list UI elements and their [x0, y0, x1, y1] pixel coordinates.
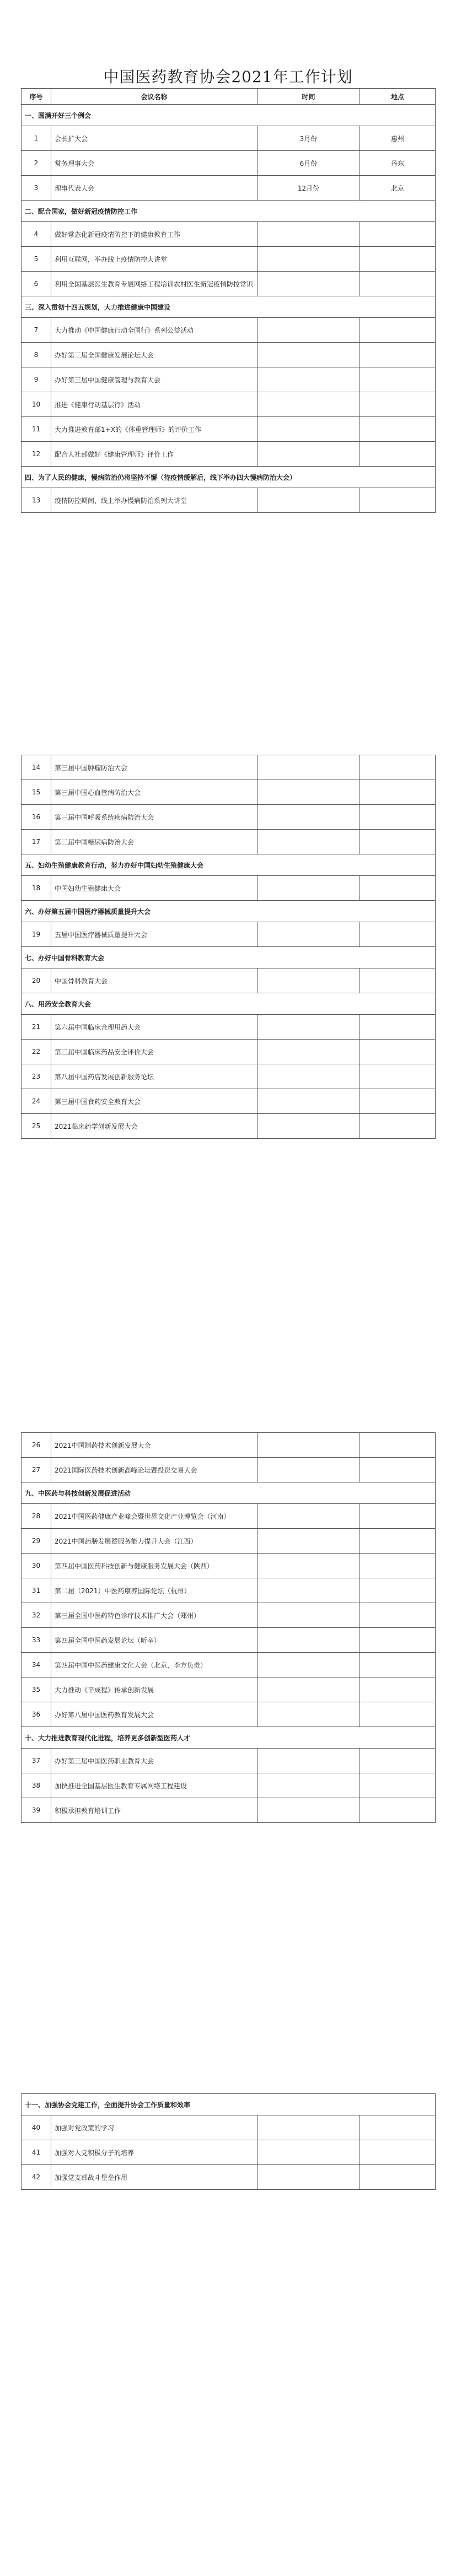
- cell-time: [257, 1554, 360, 1578]
- section-heading: 十、大力推进教育现代化进程，培养更多创新型医药人才: [22, 1727, 436, 1749]
- cell-meeting-name: 加强对入党积极分子的培养: [51, 2140, 257, 2165]
- plan-table-2: [21, 755, 436, 1139]
- cell-time: [257, 367, 360, 392]
- cell-place: [360, 876, 436, 901]
- cell-number: 23: [22, 1064, 51, 1089]
- section-heading: 九、中医药与科技创新发展促进活动: [22, 1482, 436, 1504]
- cell-time: [257, 1628, 360, 1653]
- cell-meeting-name: 加强对党政策的学习: [51, 2115, 257, 2140]
- cell-place: [360, 830, 436, 854]
- cell-meeting-name: 第三届全国中医药特色诊疗技术推广大会（郑州）: [51, 1603, 257, 1628]
- table-header-row: [22, 89, 436, 105]
- cell-meeting-name: 办好第三届中国医药职业教育大会: [51, 1749, 257, 1773]
- table-row: [22, 1040, 436, 1064]
- table-row: [22, 272, 436, 296]
- cell-meeting-name: 2021中国制药技术创新发展大会: [51, 1433, 257, 1458]
- cell-time: [257, 1578, 360, 1603]
- cell-time: [257, 1015, 360, 1040]
- cell-place: [360, 2165, 436, 2190]
- cell-number: 5: [22, 247, 51, 272]
- cell-place: [360, 247, 436, 272]
- cell-time: [257, 1064, 360, 1089]
- cell-place: [360, 488, 436, 513]
- cell-meeting-name: 第三届中国糖尿病防治大会: [51, 830, 257, 854]
- cell-meeting-name: 第三届中国食药安全教育大会: [51, 1089, 257, 1114]
- cell-number: 29: [22, 1529, 51, 1554]
- section-heading: 七、办好中国骨科教育大会: [22, 947, 436, 968]
- cell-place: [360, 272, 436, 296]
- cell-time: [257, 1458, 360, 1482]
- page-title: 中国医药教育协会2021年工作计划: [103, 68, 353, 86]
- table-part-3: [21, 1432, 435, 1823]
- table-part-1: [21, 88, 435, 513]
- cell-time: [257, 1114, 360, 1139]
- cell-number: 6: [22, 272, 51, 296]
- section-heading: 十一、加强协会党建工作，全面提升协会工作质量和效率: [22, 2094, 436, 2115]
- table-row: [22, 151, 436, 176]
- cell-time: [257, 1773, 360, 1798]
- cell-time: [257, 755, 360, 780]
- cell-place: [360, 442, 436, 467]
- cell-time: [257, 1702, 360, 1727]
- cell-place: [360, 1458, 436, 1482]
- cell-meeting-name: 常务理事大会: [51, 151, 257, 176]
- table-row: [22, 1603, 436, 1628]
- section-heading-row: [22, 1727, 436, 1749]
- section-heading: 三、深入贯彻十四五规划，大力推进健康中国建设: [22, 296, 436, 318]
- cell-meeting-name: 2021国际医药技术创新高峰论坛暨投资交易大会: [51, 1458, 257, 1482]
- cell-meeting-name: 推进《健康行动基层行》活动: [51, 392, 257, 417]
- cell-place: [360, 1089, 436, 1114]
- table-row: [22, 2115, 436, 2140]
- table-row: [22, 1628, 436, 1653]
- cell-meeting-name: 2021中国药膳发展暨服务能力提升大会（江西）: [51, 1529, 257, 1554]
- cell-meeting-name: 中国骨科教育大会: [51, 968, 257, 993]
- table-row: [22, 1458, 436, 1482]
- cell-meeting-name: 第四届中国中医药健康文化大会（北京，李方负责）: [51, 1653, 257, 1677]
- cell-meeting-name: 大力推进教育部1+X的《体重管理师》的评价工作: [51, 417, 257, 442]
- cell-meeting-name: 积极承担教育培训工作: [51, 1798, 257, 1823]
- header-no: 序号: [22, 89, 51, 105]
- cell-number: 13: [22, 488, 51, 513]
- section-heading: 一、圆满开好三个例会: [22, 105, 436, 126]
- table-row: [22, 392, 436, 417]
- cell-number: 15: [22, 780, 51, 805]
- table-row: [22, 367, 436, 392]
- section-heading-row: [22, 993, 436, 1015]
- cell-meeting-name: 第三届中国心血管病防治大会: [51, 780, 257, 805]
- cell-meeting-name: 2021临床药学创新发展大会: [51, 1114, 257, 1139]
- cell-time: [257, 1040, 360, 1064]
- cell-number: 14: [22, 755, 51, 780]
- cell-time: [257, 272, 360, 296]
- cell-meeting-name: 第二届（2021）中医药康养国际论坛（杭州）: [51, 1578, 257, 1603]
- cell-place: [360, 1554, 436, 1578]
- header-place: 地点: [360, 89, 436, 105]
- cell-meeting-name: 大力推动《中国健康行动全国行》系列公益活动: [51, 318, 257, 343]
- cell-place: [360, 367, 436, 392]
- cell-meeting-name: 疫情防控期间，线上举办慢病防治系列大讲堂: [51, 488, 257, 513]
- cell-place: [360, 392, 436, 417]
- cell-number: 25: [22, 1114, 51, 1139]
- cell-number: 18: [22, 876, 51, 901]
- cell-number: 40: [22, 2115, 51, 2140]
- section-heading-row: [22, 105, 436, 126]
- cell-number: 30: [22, 1554, 51, 1578]
- cell-place: [360, 1749, 436, 1773]
- cell-place: [360, 805, 436, 830]
- cell-meeting-name: 利用互联网，举办线上疫情防控大讲堂: [51, 247, 257, 272]
- section-heading-row: [22, 296, 436, 318]
- cell-number: 36: [22, 1702, 51, 1727]
- cell-number: 33: [22, 1628, 51, 1653]
- cell-number: 21: [22, 1015, 51, 1040]
- section-heading-row: [22, 901, 436, 922]
- header-name: 会议名称: [51, 89, 257, 105]
- cell-place: [360, 2115, 436, 2140]
- cell-meeting-name: 第八届中国药店发展创新服务论坛: [51, 1064, 257, 1089]
- cell-time: [257, 392, 360, 417]
- cell-place: [360, 1114, 436, 1139]
- cell-time: [257, 968, 360, 993]
- cell-place: [360, 1504, 436, 1529]
- cell-time: [257, 1504, 360, 1529]
- cell-time: [257, 417, 360, 442]
- table-row: [22, 222, 436, 247]
- cell-time: [257, 1603, 360, 1628]
- cell-number: 2: [22, 151, 51, 176]
- cell-number: 39: [22, 1798, 51, 1823]
- cell-number: 31: [22, 1578, 51, 1603]
- cell-meeting-name: 加快推进全国基层医生教育专属网络工程建设: [51, 1773, 257, 1798]
- cell-number: 16: [22, 805, 51, 830]
- cell-time: [257, 1653, 360, 1677]
- cell-number: 12: [22, 442, 51, 467]
- table-row: [22, 1749, 436, 1773]
- section-heading: 二、配合国家，做好新冠疫情防控工作: [22, 201, 436, 222]
- cell-meeting-name: 办好第三届全国健康发展论坛大会: [51, 343, 257, 367]
- table-row: [22, 417, 436, 442]
- cell-place: [360, 1653, 436, 1677]
- section-heading-row: [22, 1482, 436, 1504]
- cell-place: [360, 1677, 436, 1702]
- cell-time: 12月份: [257, 176, 360, 201]
- cell-number: 35: [22, 1677, 51, 1702]
- section-heading: 六、办好第五届中国医疗器械质量提升大会: [22, 901, 436, 922]
- cell-meeting-name: 大力推动《辛成程》传承创新发展: [51, 1677, 257, 1702]
- cell-meeting-name: 做好常态化新冠疫情防控下的健康教育工作: [51, 222, 257, 247]
- cell-meeting-name: 办好第三届中国健康管理与教育大会: [51, 367, 257, 392]
- cell-meeting-name: 加强党支部战斗堡垒作用: [51, 2165, 257, 2190]
- section-heading-row: [22, 201, 436, 222]
- cell-number: 7: [22, 318, 51, 343]
- cell-place: 惠州: [360, 126, 436, 151]
- section-heading-row: [22, 2094, 436, 2115]
- cell-meeting-name: 办好第八届中国医药教育发展大会: [51, 1702, 257, 1727]
- cell-place: 丹东: [360, 151, 436, 176]
- cell-time: [257, 1529, 360, 1554]
- cell-number: 20: [22, 968, 51, 993]
- cell-number: 3: [22, 176, 51, 201]
- section-heading-row: [22, 854, 436, 876]
- cell-number: 22: [22, 1040, 51, 1064]
- cell-place: [360, 968, 436, 993]
- cell-meeting-name: 第三届中国肿瘤防治大会: [51, 755, 257, 780]
- cell-time: [257, 318, 360, 343]
- cell-place: 北京: [360, 176, 436, 201]
- table-row: [22, 1114, 436, 1139]
- cell-meeting-name: 第四届全国中医药发展论坛（昕辛）: [51, 1628, 257, 1653]
- cell-number: 27: [22, 1458, 51, 1482]
- cell-meeting-name: 利用全国基层医生教育专属网络工程培训农村医生新冠疫情防控常识: [51, 272, 257, 296]
- cell-meeting-name: 第三届中国呼吸系统疾病防治大会: [51, 805, 257, 830]
- table-row: [22, 2140, 436, 2165]
- table-row: [22, 1504, 436, 1529]
- cell-place: [360, 922, 436, 947]
- cell-time: [257, 247, 360, 272]
- cell-number: 9: [22, 367, 51, 392]
- table-row: [22, 318, 436, 343]
- cell-meeting-name: 2021中国医药健康产业峰会暨世界文化产业博览会（河南）: [51, 1504, 257, 1529]
- table-row: [22, 830, 436, 854]
- cell-meeting-name: 五届中国医疗器械质量提升大会: [51, 922, 257, 947]
- cell-place: [360, 1702, 436, 1727]
- table-row: [22, 1702, 436, 1727]
- cell-time: [257, 343, 360, 367]
- cell-time: 3月份: [257, 126, 360, 151]
- cell-place: [360, 1578, 436, 1603]
- cell-place: [360, 780, 436, 805]
- table-row: [22, 968, 436, 993]
- cell-place: [360, 2140, 436, 2165]
- table-row: [22, 1064, 436, 1089]
- cell-place: [360, 1798, 436, 1823]
- cell-number: 34: [22, 1653, 51, 1677]
- cell-time: [257, 780, 360, 805]
- cell-place: [360, 1773, 436, 1798]
- table-row: [22, 1015, 436, 1040]
- cell-number: 26: [22, 1433, 51, 1458]
- cell-number: 8: [22, 343, 51, 367]
- cell-time: [257, 922, 360, 947]
- table-row: [22, 343, 436, 367]
- table-row: [22, 1578, 436, 1603]
- cell-meeting-name: 配合人社部做好《健康管理师》评价工作: [51, 442, 257, 467]
- table-row: [22, 922, 436, 947]
- cell-time: [257, 222, 360, 247]
- cell-place: [360, 1015, 436, 1040]
- cell-number: 11: [22, 417, 51, 442]
- cell-time: [257, 2115, 360, 2140]
- cell-meeting-name: 会长扩大会: [51, 126, 257, 151]
- plan-table-3: [21, 1432, 436, 1823]
- cell-time: [257, 2140, 360, 2165]
- cell-meeting-name: 第四届中国医药科技创新与健康服务发展大会（陕西）: [51, 1554, 257, 1578]
- cell-meeting-name: 第六届中国临床合理用药大会: [51, 1015, 257, 1040]
- table-row: [22, 1554, 436, 1578]
- table-row: [22, 1773, 436, 1798]
- cell-time: [257, 1677, 360, 1702]
- table-row: [22, 780, 436, 805]
- cell-number: 41: [22, 2140, 51, 2165]
- cell-time: [257, 2165, 360, 2190]
- section-heading: 五、妇幼生殖健康教育行动，努力办好中国妇幼生殖健康大会: [22, 854, 436, 876]
- cell-place: [360, 1603, 436, 1628]
- cell-time: [257, 1798, 360, 1823]
- cell-number: 28: [22, 1504, 51, 1529]
- header-time: 时间: [257, 89, 360, 105]
- plan-table-1: [21, 88, 436, 513]
- cell-time: [257, 1749, 360, 1773]
- cell-place: [360, 1628, 436, 1653]
- cell-number: 10: [22, 392, 51, 417]
- cell-place: [360, 1433, 436, 1458]
- cell-number: 17: [22, 830, 51, 854]
- cell-number: 32: [22, 1603, 51, 1628]
- cell-place: [360, 222, 436, 247]
- table-row: [22, 176, 436, 201]
- cell-place: [360, 417, 436, 442]
- table-row: [22, 1433, 436, 1458]
- section-heading: 四、为了人民的健康，慢病防治仍将坚持不懈（待疫情缓解后，线下举办四大慢病防治大会）: [22, 467, 436, 488]
- cell-time: [257, 830, 360, 854]
- table-row: [22, 1529, 436, 1554]
- cell-time: [257, 1433, 360, 1458]
- cell-meeting-name: 理事代表大会: [51, 176, 257, 201]
- table-part-4: [21, 2093, 435, 2190]
- cell-number: 4: [22, 222, 51, 247]
- cell-place: [360, 318, 436, 343]
- cell-time: 6月份: [257, 151, 360, 176]
- cell-place: [360, 1529, 436, 1554]
- section-heading-row: [22, 947, 436, 968]
- section-heading: 八、用药安全教育大会: [22, 993, 436, 1015]
- section-heading-row: [22, 467, 436, 488]
- cell-time: [257, 442, 360, 467]
- cell-number: 37: [22, 1749, 51, 1773]
- cell-meeting-name: 第三届中国临床药品安全评价大会: [51, 1040, 257, 1064]
- table-row: [22, 1798, 436, 1823]
- table-part-2: [21, 755, 435, 1139]
- cell-time: [257, 488, 360, 513]
- table-row: [22, 755, 436, 780]
- cell-number: 24: [22, 1089, 51, 1114]
- table-row: [22, 1677, 436, 1702]
- table-row: [22, 1089, 436, 1114]
- cell-place: [360, 1040, 436, 1064]
- cell-meeting-name: 中国妇幼生殖健康大会: [51, 876, 257, 901]
- table-row: [22, 126, 436, 151]
- cell-time: [257, 876, 360, 901]
- cell-place: [360, 343, 436, 367]
- table-row: [22, 247, 436, 272]
- table-row: [22, 805, 436, 830]
- plan-table-4: [21, 2093, 436, 2190]
- table-row: [22, 2165, 436, 2190]
- cell-time: [257, 805, 360, 830]
- cell-place: [360, 1064, 436, 1089]
- cell-place: [360, 755, 436, 780]
- table-row: [22, 442, 436, 467]
- cell-number: 42: [22, 2165, 51, 2190]
- cell-number: 19: [22, 922, 51, 947]
- cell-number: 1: [22, 126, 51, 151]
- table-row: [22, 1653, 436, 1677]
- cell-time: [257, 1089, 360, 1114]
- cell-number: 38: [22, 1773, 51, 1798]
- table-row: [22, 488, 436, 513]
- table-row: [22, 876, 436, 901]
